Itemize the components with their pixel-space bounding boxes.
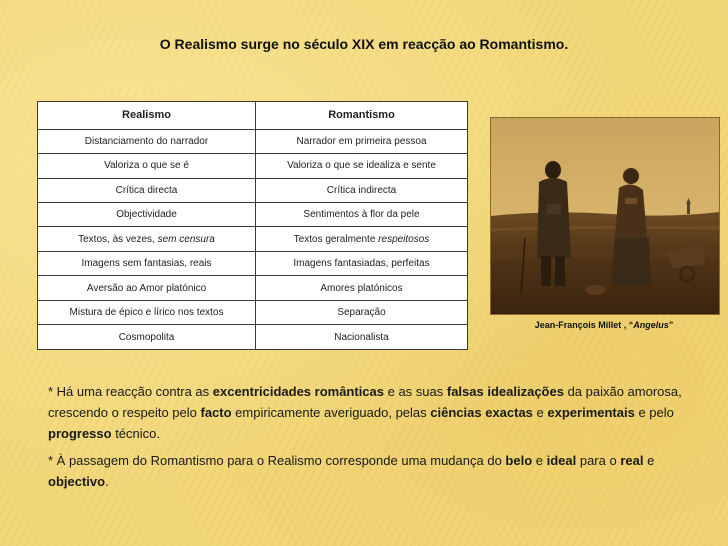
note-1-bold: falsas idealizações <box>446 384 564 399</box>
caption-title: Angelus <box>633 320 669 330</box>
romantismo-cell-italic: respeitosos <box>378 233 430 245</box>
note-2-bold: objectivo <box>48 474 106 489</box>
note-1-bold: ciências exactas <box>430 405 533 420</box>
note-2-bold: real <box>620 453 644 468</box>
note-1-segment: empiricamente averiguado, pelas <box>231 405 431 420</box>
note-1-bold: experimentais <box>547 405 635 420</box>
note-1-segment: da paixão amorosa, crescendo o respeito pelo <box>48 384 682 420</box>
note-1-segment: e as suas <box>384 384 447 399</box>
note-2-segment: para o <box>576 453 621 468</box>
romantismo-cell: Valoriza o que se idealiza e sente <box>256 154 468 178</box>
romantismo-cell: Nacionalista <box>256 325 468 350</box>
note-1-segment: * Há uma reacção contra as <box>48 384 213 399</box>
table-row <box>38 251 468 275</box>
slide-title: O Realismo surge no século XIX em reacção ao Romantismo. <box>159 36 569 52</box>
header-romantismo: Romantismo <box>256 102 468 130</box>
note-1-segment: e pelo <box>634 405 674 420</box>
note-1-segment: e <box>532 405 548 420</box>
romantismo-cell: Imagens fantasiadas, perfeitas <box>256 251 468 275</box>
note-2-segment: * À passagem do Romantismo para o Realismo corresponde uma mudança do <box>48 453 506 468</box>
note-1-bold: facto <box>200 405 232 420</box>
romantismo-cell <box>256 227 468 251</box>
table-row <box>38 129 468 153</box>
note-paragraph-2 <box>48 450 698 492</box>
realismo-cell-italic: sem censura <box>157 233 215 245</box>
romantismo-cell: Narrador em primeira pessoa <box>256 129 468 153</box>
table-row <box>38 203 468 227</box>
note-2-bold: belo <box>505 453 533 468</box>
table-row <box>38 178 468 202</box>
realismo-cell: Objectividade <box>38 203 256 227</box>
table-row <box>38 227 468 251</box>
realismo-cell: Distanciamento do narrador <box>38 129 256 153</box>
romantismo-cell: Separação <box>256 300 468 324</box>
realismo-cell-text: Textos, às vezes, <box>78 233 158 245</box>
table-row <box>38 300 468 324</box>
caption-close-quote: ” <box>668 320 674 330</box>
painting-caption <box>490 320 718 330</box>
note-2-segment: e <box>532 453 547 468</box>
realismo-cell: Aversão ao Amor platónico <box>38 276 256 300</box>
note-1-segment: técnico. <box>111 426 160 441</box>
note-2-bold: ideal <box>546 453 577 468</box>
realismo-cell: Imagens sem fantasias, reais <box>38 251 256 275</box>
notes-section <box>48 381 698 498</box>
romantismo-cell: Sentimentos à flor da pele <box>256 203 468 227</box>
realismo-cell: Mistura de épico e lírico nos textos <box>38 300 256 324</box>
romantismo-cell: Amores platónicos <box>256 276 468 300</box>
realismo-cell: Valoriza o que se é <box>38 154 256 178</box>
note-2-segment: . <box>105 474 109 489</box>
header-realismo: Realismo <box>38 102 256 130</box>
realismo-cell <box>38 227 256 251</box>
romantismo-cell: Crítica indirecta <box>256 178 468 202</box>
note-1-bold: progresso <box>48 426 112 441</box>
caption-author: Jean-François Millet , “ <box>534 320 634 330</box>
note-paragraph-1 <box>48 381 698 444</box>
note-2-segment: e <box>643 453 655 468</box>
table-row <box>38 154 468 178</box>
note-1-bold: excentricidades românticas <box>212 384 384 399</box>
realismo-cell: Cosmopolita <box>38 325 256 350</box>
table-row <box>38 276 468 300</box>
romantismo-cell-text: Textos geralmente <box>293 233 379 245</box>
realismo-cell: Crítica directa <box>38 178 256 202</box>
comparison-table <box>37 101 468 350</box>
table-header-row <box>38 102 468 130</box>
table-row <box>38 325 468 350</box>
angelus-painting <box>490 117 720 315</box>
